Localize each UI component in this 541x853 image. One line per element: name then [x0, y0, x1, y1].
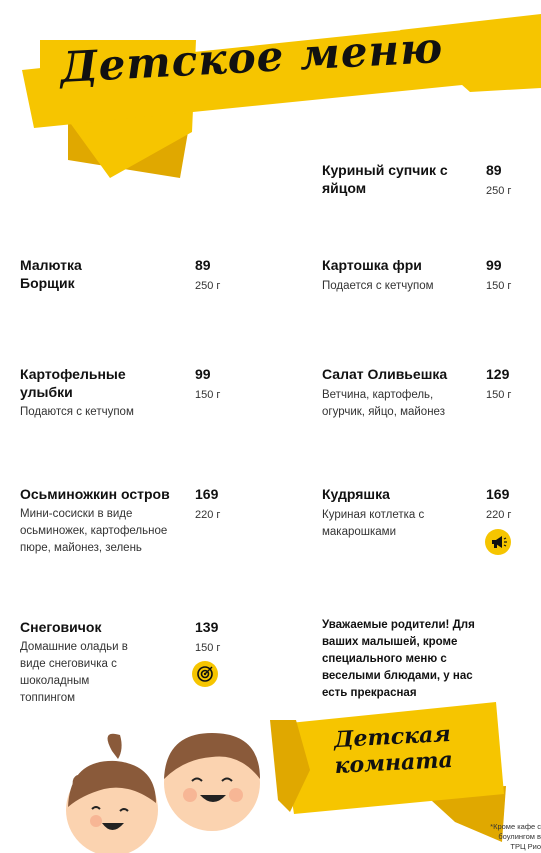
item-description: Мини-сосиски в виде осьминожек, картофельное пюре, майонез, зелень [20, 508, 168, 554]
item-weight: 150 г [486, 389, 512, 401]
item-price: 169 [195, 486, 219, 502]
item-name: Кудряшка [322, 486, 390, 502]
item-name: Салат Оливьешка [322, 366, 448, 382]
item-description: Домашние оладьи в виде снеговичка с шоколадным топпингом [20, 641, 128, 704]
item-weight: 220 г [195, 509, 221, 521]
item-description: Подаются с кетчупом [20, 406, 134, 418]
item-name: Малютка Борщик [20, 257, 82, 291]
item-description: Ветчина, картофель, огурчик, яйцо, майонез [322, 389, 445, 418]
parents-notice: Уважаемые родители! Для ваших малышей, кроме специального меню с веселыми блюдами, у нас есть прекрасная [322, 619, 475, 699]
item-price: 129 [486, 366, 510, 382]
item-weight: 150 г [486, 280, 512, 292]
item-description: Подается с кетчупом [322, 280, 434, 292]
kids-room-line1: Детская [333, 720, 452, 754]
item-name: Куриный супчик с яйцом [322, 162, 448, 196]
item-weight: 150 г [195, 642, 221, 654]
item-price: 89 [195, 257, 211, 273]
item-price: 89 [486, 162, 502, 178]
item-weight: 250 г [486, 185, 512, 197]
item-name: Картофельные улыбки [20, 366, 126, 400]
item-price: 169 [486, 486, 510, 502]
item-weight: 220 г [486, 509, 512, 521]
item-name: Картошка фри [322, 257, 422, 273]
item-weight: 250 г [195, 280, 221, 292]
item-price: 99 [195, 366, 211, 382]
megaphone-icon [485, 529, 511, 555]
item-price: 139 [195, 619, 219, 635]
kids-room-title [317, 720, 470, 780]
item-price: 99 [486, 257, 502, 273]
item-name: Снеговичок [20, 619, 102, 635]
footnote: *Кроме кафе с боулингом в ТРЦ Рио [490, 822, 541, 851]
item-weight: 150 г [195, 389, 221, 401]
kids-illustration [60, 725, 270, 853]
page-title: Детское меню [59, 22, 445, 92]
kids-room-line2: комната [333, 746, 454, 780]
target-icon [192, 661, 218, 687]
item-name: Осьминожкин остров [20, 486, 170, 502]
target-badge [192, 661, 218, 687]
item-description: Куриная котлетка с макарошками [322, 509, 425, 538]
megaphone-badge [485, 529, 511, 555]
